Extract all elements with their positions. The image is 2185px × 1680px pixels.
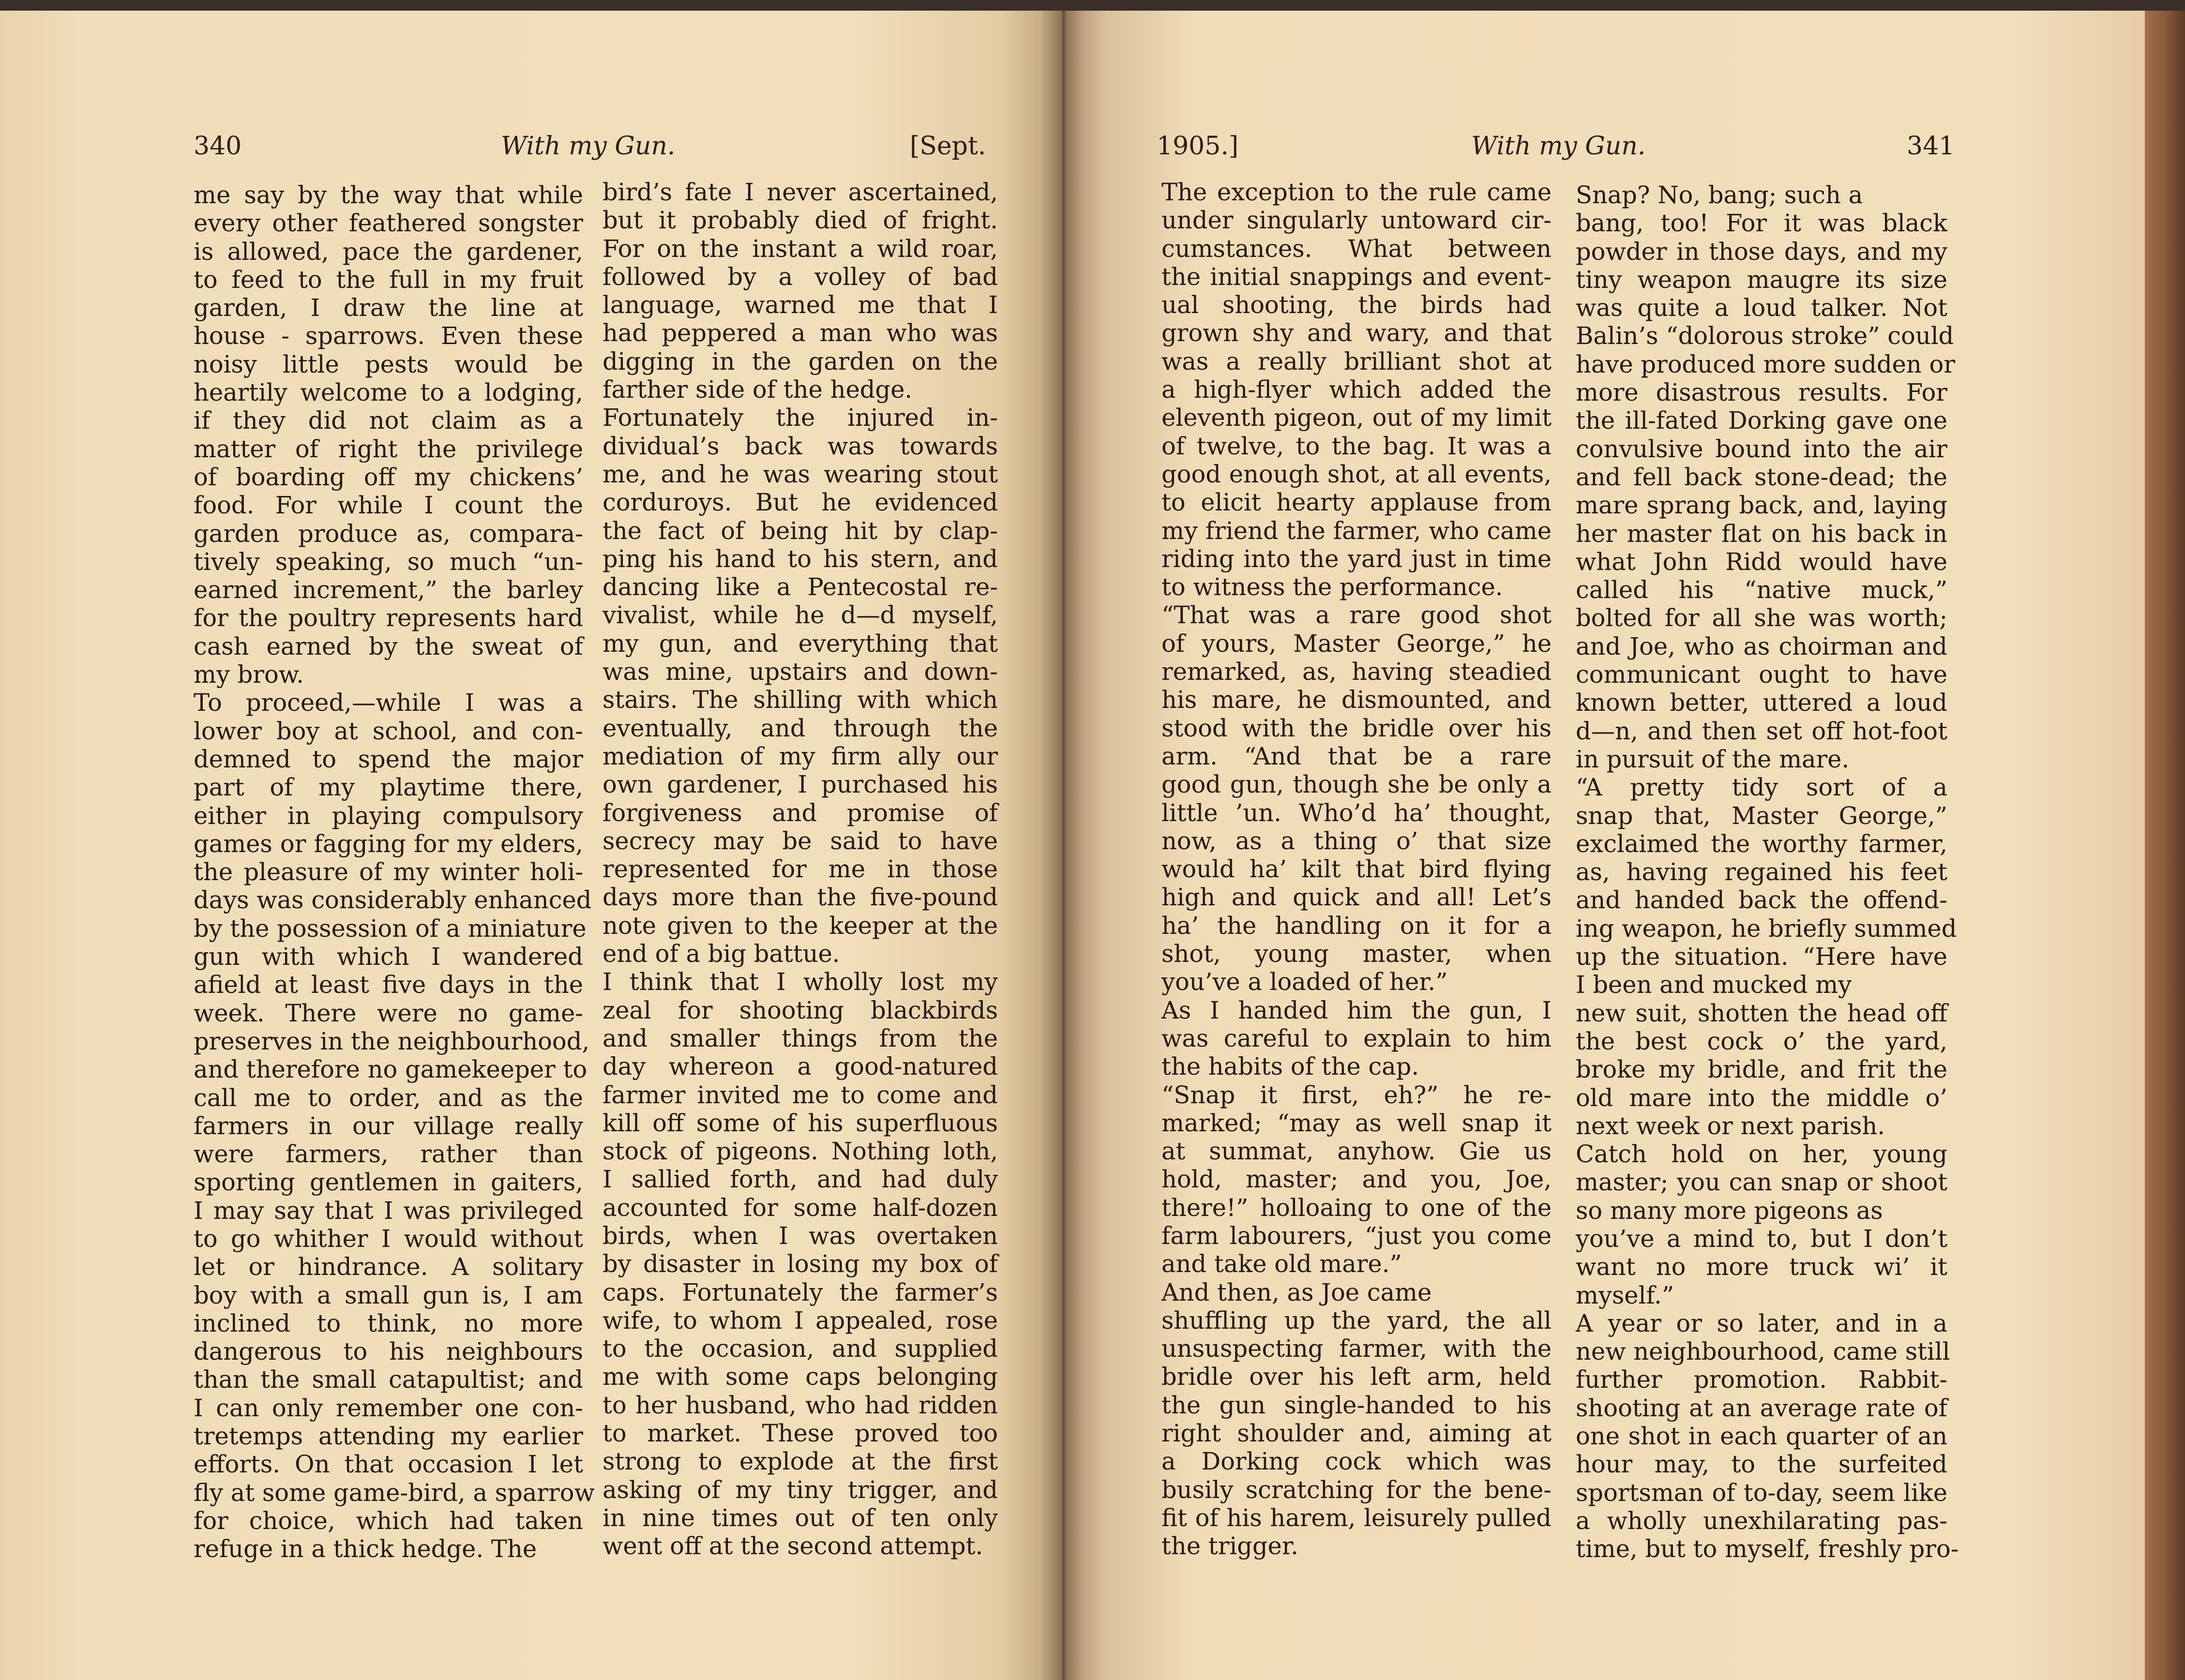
text-line: time, but to myself, freshly pro- [1576,1535,1959,1563]
left-running-date: [Sept. [910,132,986,161]
text-line: more disastrous results. For [1576,378,1947,407]
text-line: dividual’s back was towards [603,432,998,460]
text-line: garden produce as, compara- [194,519,583,548]
text-line: the habits of the cap. [1161,1052,1419,1081]
text-line: eleventh pigeon, out of my limit [1161,404,1552,432]
text-line: you’ve a mind to, but I don’t [1576,1224,1947,1253]
text-line: kill off some of his superfluous [603,1109,998,1137]
text-line: let or hindrance. A solitary [194,1253,583,1281]
book-spread [0,11,2185,1680]
text-line: the ill-fated Dorking gave one [1576,406,1947,435]
text-line: in nine times out of ten only [603,1503,998,1532]
text-line: The exception to the rule came [1161,178,1552,206]
text-line: Balin’s “dolorous stroke” could [1576,322,1954,350]
text-line: stock of pigeons. Nothing loth, [603,1137,998,1166]
text-line: would ha’ kilt that bird flying [1161,855,1552,884]
text-line: gun with which I wandered [194,943,583,971]
text-line: either in playing compulsory [194,801,583,830]
text-line: ping his hand to his stern, and [603,544,998,573]
text-line: the initial snappings and event- [1161,262,1552,291]
left-column-2 [603,178,998,1560]
text-line: mediation of my firm ally our [603,742,998,770]
text-line: farm labourers, “just you come [1161,1221,1552,1250]
text-line: and fell back stone-dead; the [1576,463,1947,491]
text-line: birds, when I was overtaken [603,1221,998,1250]
text-line: busily scratching for the bene- [1161,1475,1552,1504]
text-line: shuffling up the yard, the all [1161,1306,1552,1335]
text-line: under singularly untoward cir- [1161,206,1552,235]
text-line: inclined to think, no more [194,1309,583,1337]
text-line: you’ve a loaded of her.” [1161,968,1448,996]
text-line: bridle over his left arm, held [1161,1363,1552,1391]
text-line: “Snap it first, eh?” he re- [1161,1080,1552,1109]
text-line: a high-flyer which added the [1161,375,1552,404]
text-line: riding into the yard just in time [1161,544,1552,573]
text-line: refuge in a thick hedge. The [194,1535,537,1563]
text-line: the pleasure of my winter holi- [194,858,583,886]
text-line: As I handed him the gun, I [1161,996,1552,1024]
text-line: hour may, to the surfeited [1576,1450,1947,1479]
text-line: farmers in our village really [194,1111,583,1140]
text-line: cumstances. What between [1161,234,1552,263]
text-line: dancing like a Pentecostal re- [603,573,998,601]
book-cover-edge [2145,11,2185,1680]
text-line: heartily welcome to a lodging, [194,378,583,407]
text-line: lower boy at school, and con- [194,717,583,745]
text-line: if they did not claim as a [194,406,583,435]
text-line: fit of his harem, leisurely pulled [1161,1503,1552,1532]
text-line: bird’s fate I never ascertained, [603,178,998,206]
text-line: games or fagging for my elders, [194,829,583,858]
text-line: me, and he was wearing stout [603,460,998,488]
text-line: days was considerably enhanced [194,886,592,915]
text-line: and take old mare.” [1161,1250,1402,1278]
text-line: part of my playtime there, [194,773,583,802]
text-line: followed by a volley of bad [603,262,998,291]
text-line: little ’un. Who’d ha’ thought, [1161,798,1552,827]
text-line: marked; “may as well snap it [1161,1109,1552,1137]
text-line: to her husband, who had ridden [603,1391,998,1419]
text-line: remarked, as, having steadied [1161,658,1552,686]
text-line: exclaimed the worthy farmer, [1576,829,1947,858]
text-line: a Dorking cock which was [1161,1447,1552,1476]
text-line: broke my bridle, and frit the [1576,1055,1947,1084]
text-line: the fact of being hit by clap- [603,516,998,545]
text-line: as, having regained his feet [1576,858,1947,886]
text-line: shot, young master, when [1161,940,1552,968]
text-line: afield at least five days in the [194,971,583,999]
text-line: grown shy and wary, and that [1161,319,1552,347]
text-line: me with some caps belonging [603,1363,998,1391]
text-line: I sallied forth, and had duly [603,1165,998,1194]
text-line: had peppered a man who was [603,319,998,347]
text-line: there!” holloaing to one of the [1161,1193,1552,1222]
text-line: wife, to whom I appealed, rose [603,1306,998,1335]
text-line: days more than the five-pound [603,883,998,912]
text-line: new neighbourhood, came still [1576,1337,1950,1366]
right-running-title: With my Gun. [1471,132,1646,161]
text-line: right shoulder and, aiming at [1161,1419,1552,1448]
text-line: strong to explode at the first [603,1447,998,1476]
text-line: myself.” [1576,1281,1674,1309]
text-line: day whereon a good-natured [603,1052,998,1081]
text-line: of boarding off my chickens’ [194,463,583,491]
text-line: ing weapon, he briefly summed [1576,914,1957,943]
text-line: was quite a loud talker. Not [1576,294,1947,322]
text-line: now, as a thing o’ that size [1161,826,1552,855]
text-line: want no more truck wi’ it [1576,1253,1947,1281]
text-line: efforts. On that occasion I let [194,1450,583,1479]
text-line: farmer invited me to come and [603,1080,998,1109]
left-page-number: 340 [194,132,242,161]
text-line: is allowed, pace the gardener, [194,237,583,266]
text-line: me say by the way that while [194,181,583,209]
text-line: And then, as Joe came [1161,1278,1432,1306]
text-line: garden, I draw the line at [194,294,583,322]
text-line: ual shooting, the birds had [1161,291,1552,319]
text-line: to the occasion, and supplied [603,1335,998,1363]
text-line: cash earned by the sweat of [194,632,583,660]
text-line: hold, master; and you, Joe, [1161,1165,1552,1194]
text-line: boy with a small gun is, I am [194,1281,583,1309]
text-line: every other feathered songster [194,209,583,238]
left-page [0,11,1063,1680]
text-line: to market. These proved too [603,1419,998,1448]
text-line: stood with the bridle over his [1161,714,1552,742]
text-line: was a really brilliant shot at [1161,347,1552,375]
text-line: have produced more sudden or [1576,350,1955,378]
left-column-1 [194,181,595,1563]
text-line: to witness the performance. [1161,573,1503,601]
text-line: ha’ the handling on it for a [1161,911,1552,940]
text-line: the gun single-handed to his [1161,1391,1552,1419]
text-line: master; you can snap or shoot [1576,1168,1947,1197]
text-line: good enough shot, at all events, [1161,460,1552,488]
text-line: tretemps attending my earlier [194,1422,583,1451]
text-line: bolted for all she was worth; [1576,604,1947,632]
text-line: up the situation. “Here have [1576,943,1947,971]
text-line: of yours, Master George,” he [1161,629,1552,658]
text-line: and smaller things from the [603,1024,998,1052]
text-line: arm. “And that be a rare [1161,742,1552,770]
text-line: Catch hold on her, young [1576,1140,1947,1169]
text-line: represented for me in those [603,855,998,884]
text-line: preserves in the neighbourhood, [194,1027,590,1055]
text-line: was mine, upstairs and down- [603,658,998,686]
text-line: zeal for shooting blackbirds [603,996,998,1024]
text-line: Snap? No, bang; such a [1576,181,1863,209]
text-line: his mare, he dismounted, and [1161,686,1552,714]
text-line: d—n, and then set off hot-foot [1576,717,1947,745]
text-line: further promotion. Rabbit- [1576,1365,1947,1394]
text-line: sportsman of to-day, seem like [1576,1478,1947,1507]
text-line: asking of my tiny trigger, and [603,1475,998,1504]
text-line: tively speaking, so much “un- [194,547,583,576]
text-line: week. There were no game- [194,999,583,1027]
text-line: dangerous to his neighbours [194,1337,583,1366]
right-column-1 [1161,178,1552,1560]
text-line: good gun, though she be only a [1161,770,1552,799]
right-page-number: 341 [1907,132,1955,161]
text-line: For on the instant a wild roar, [603,234,998,263]
text-line: of twelve, to the bag. It was a [1161,432,1552,460]
text-line: earned increment,” the barley [194,576,583,604]
text-line: were farmers, rather than [194,1140,583,1169]
text-line: I can only remember one con- [194,1394,583,1422]
text-line: next week or next parish. [1576,1111,1885,1140]
text-line: vivalist, while he d—d myself, [603,601,998,630]
text-line: known better, uttered a loud [1576,689,1947,717]
text-line: own gardener, I purchased his [603,770,998,799]
text-line: bang, too! For it was black [1576,209,1947,238]
text-line: went off at the second attempt. [603,1532,983,1560]
text-line: I think that I wholly lost my [603,968,998,996]
text-line: by the possession of a miniature [194,914,587,943]
text-line: for the poultry represents hard [194,604,583,632]
text-line: caps. Fortunately the farmer’s [603,1278,998,1306]
text-line: unsuspecting farmer, with the [1161,1335,1552,1363]
text-line: was careful to explain to him [1161,1024,1552,1052]
text-line: communicant ought to have [1576,660,1947,689]
text-line: secrecy may be said to have [603,826,998,855]
text-line: but it probably died of fright. [603,206,998,235]
text-line: mare sprang back, and, laying [1576,491,1947,520]
right-running-date: 1905.] [1157,132,1239,161]
text-line: To proceed,—while I was a [194,689,583,717]
text-line: to go whither I would without [194,1224,583,1253]
text-line: demned to spend the major [194,745,583,773]
text-line: my friend the farmer, who came [1161,516,1552,545]
text-line: and Joe, who as choirman and [1576,632,1947,660]
text-line: language, warned me that I [603,291,998,319]
text-line: eventually, and through the [603,714,998,742]
text-line: by disaster in losing my box of [603,1250,998,1278]
text-line: “A pretty tidy sort of a [1576,773,1947,802]
text-line: at summat, anyhow. Gie us [1161,1137,1552,1166]
left-running-title: With my Gun. [501,132,676,161]
text-line: I been and mucked my [1576,971,1852,999]
right-column-2 [1576,181,1959,1563]
text-line: in pursuit of the mare. [1576,745,1850,773]
text-line: called his “native muck,” [1576,576,1947,604]
text-line: the best cock o’ the yard, [1576,1027,1947,1055]
text-line: to elicit hearty applause from [1161,488,1552,517]
text-line: to feed to the full in my fruit [194,265,583,294]
text-line: new suit, shotten the head off [1576,999,1947,1027]
text-line: call me to order, and as the [194,1083,583,1112]
text-line: matter of right the privilege [194,435,583,463]
text-line: house - sparrows. Even these [194,322,583,350]
text-line: note given to the keeper at the [603,911,998,940]
text-line: old mare into the middle o’ [1576,1083,1947,1112]
text-line: my brow. [194,660,304,689]
text-line: fly at some game-bird, a sparrow [194,1478,595,1507]
text-line: than the small catapultist; and [194,1365,583,1394]
text-line: for choice, which had taken [194,1506,583,1535]
text-line: her master flat on his back in [1576,519,1947,548]
text-line: stairs. The shilling with which [603,686,998,714]
text-line: A year or so later, and in a [1576,1309,1947,1337]
text-line: sporting gentlemen in gaiters, [194,1168,583,1197]
text-line: Fortunately the injured in- [603,404,998,432]
text-line: high and quick and all! Let’s [1161,883,1552,912]
text-line: a wholly unexhilarating pas- [1576,1506,1947,1535]
text-line: digging in the garden on the [603,347,998,375]
text-line: corduroys. But he evidenced [603,488,998,517]
text-line: end of a big battue. [603,940,840,968]
text-line: “That was a rare good shot [1161,601,1552,630]
text-line: one shot in each quarter of an [1576,1422,1947,1451]
text-line: forgiveness and promise of [603,798,998,827]
book-gutter [1040,11,1084,1680]
text-line: accounted for some half-dozen [603,1193,998,1222]
text-line: shooting at an average rate of [1576,1394,1947,1422]
right-page [1063,11,2145,1680]
text-line: tiny weapon maugre its size [1576,265,1947,294]
text-line: and therefore no gamekeeper to [194,1055,588,1084]
text-line: snap that, Master George,” [1576,801,1947,830]
text-line: the trigger. [1161,1532,1298,1560]
text-line: and handed back the offend- [1576,886,1947,915]
text-line: farther side of the hedge. [603,375,913,404]
text-line: powder in those days, and my [1576,237,1947,266]
text-line: convulsive bound into the air [1576,435,1947,463]
text-line: what John Ridd would have [1576,547,1947,576]
text-line: my gun, and everything that [603,629,998,658]
text-line: so many more pigeons as [1576,1196,1883,1225]
text-line: I may say that I was privileged [194,1196,583,1225]
text-line: noisy little pests would be [194,350,583,378]
text-line: food. For while I count the [194,491,583,520]
